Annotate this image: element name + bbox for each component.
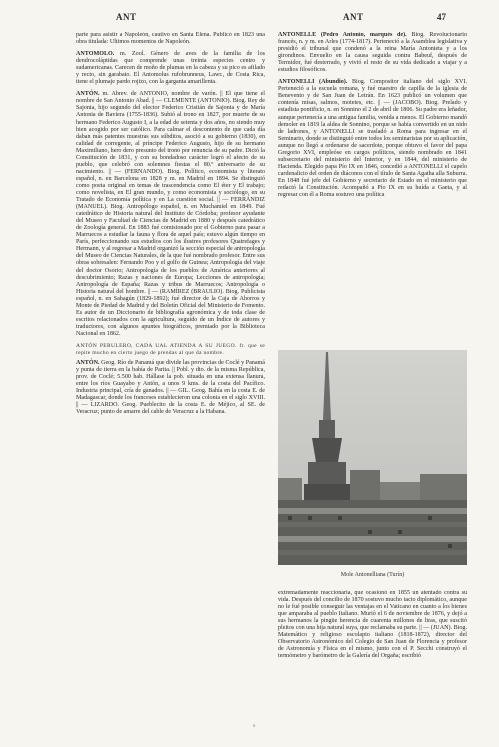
figure-caption: Mole Antonelliana (Turín) [340,572,405,578]
left-column [76,32,265,712]
entry-antomolo [76,51,265,86]
entry-anton [76,91,265,338]
entry-text: extremadamente reaccionaria, que ocasionó en 1855 un atentado contra su vida. Después del concilio de 1870 sostuvo mucho tacto diplomático, aunque no le fué posible conseguir las ventajas en el Vaticano en cuanto a los bienes que amparaba al pueblo Italiano. Murió el 6 de noviembre de 1876, y dejó a sus hermanos la pingüe herencia de cuarenta millones de liras, que suscitó pleitos con una hija natural suya, que reclamaba su parte. || — (JUAN). Biog. Matemático y religioso escolapio italiano (1818-1872), director del Observatorio Astronómico del Colegio de San Juan de Florencia y profesor de Astronomía y Física en el mismo, junto con el P. Secchi construyó el termómetro y barómetro de la Galería del Orgaña; escribió [278,590,467,660]
photo-mole-antonelliana [278,350,467,565]
entry-headword: ANTONELLE (Pedro Antonio, marqués de). [278,32,407,38]
right-column-top [278,32,467,352]
entry-text: Geog. Río de Panamá que divide las provincias de Coclé y Panamá y punta de tierra en la bahía de Parita. || Pobl. y dto. de la misma República, prov. de Coclé; 5.500 hab. Hállase la pob. situada en una extensa llanura, entre los ríos Guayabo y Antón, a unos 9 kms. de la costa del Pacífico. Industria principal, cría de ganados. || — GIL. Geog. Bahía en la costa E. de Madagascar, donde los franceses establecieron una colonia en el siglo XVIII. || — LIZARDO. Geog. Pueblecito de la costa E. de Méjico, al SE. de Veracruz; punto de amarre del cable de Veracruz a la Habana. [76,360,265,416]
entry-antonelli [278,79,467,199]
entry-text: ANTÓN PERULERO, CADA UAL ATIENDA A SU JUEGO. fr. que se repite mucho en cierto juego de prendas al que da nombre. [76,342,265,357]
entry-headword: ANTONELLI (Abundio). [278,79,348,86]
entry-anton-perulero [76,343,265,357]
entry-text: m. Zool. Género de aves de la familia de los dendrocoláptidas que comprende unas treinta especies centro y sudamericanas. Carecen de moño de plumas en la cabeza y su pico es afilado y recto, sin garabato. El Antomolus rufobrunneus, Lawr., de Costa Rica, tiene el plumaje pardo rojizo, con la garganta amarillenta. [76,51,265,86]
entry-headword: ANTÓN. [76,91,100,98]
entry-headword: ANTÓN. [76,360,100,367]
right-column-bottom [278,590,467,712]
running-head-left: ANT [116,12,137,22]
page-number: 47 [437,12,446,22]
entry-text: m. Abrev. de ANTONIO, nombre de varón. || El que tiene el nombre de San Antonio Abad. || — CLEMENTE (ANTONIO). Biog. Rey de Sajonia, hijo segundo del elector Federico Cristián de Sajonia y de María Antonia de Baviera (1755-1836). Subió al trono en 1827, por muerte de su hermano Federico Augusto I, a la edad de setenta y dos años, no siendo muy bien acogido por ser católico. Para calmar el descontento de que cada día daban más patentes muestras sus súbditos, asoció a su gobierno (1830), en calidad de corregente, al príncipe Federico Augusto, hijo de su hermano Maximiliano, hero dero presunto del trono por renuncia de su padre. Dictó la Constitución de 1831, y con su bondadoso carácter logró el afecto de su pueblo, que celebró con solemnes fiestas el 80.º aniversario de su nacimiento. || — (FERNANDO). Biog. Político, economista y literato español, n. en Barcelona en 1828 y m. en Madrid en 1894. Se distinguió como poeta original en temas de trascendencia como El éter y El trabajo; como novelista, en El gran mundo, y como economista y sociólogo, en su Tratado de Economía política y en La cuestión social. || — FERRÁNDIZ (MANUEL). Biog. Antropólogo español, n. en Muchamiel en 1849. Fué catedrático de Historia natural del Instituto de Córdoba; profesor ayudante del Museo y Facultad de Ciencias de Madrid en 1880 y después catedrático de Zoología general. En 1883 fué comisionado por el Gobierno para pasar a Marruecos a estudiar la fauna y flora de aquel país; estuvo algún tiempo en París, perfeccionando sus estudios con los ilustres profesores Quatrefages y Hermann, y al regresar a Madrid organizó la sección especial de antropología del Museo de Ciencias Naturales, de la que fué nombrado profesor. Entre sus obras sobresalen: Fernando Poo y el golfo de Guinea; Antropología del viaje del doctor Osorio; Antropología de los pueblos de América anteriores al descubrimiento; Razas y naciones de Europa; Lecciones de antropología; Antropología de España; Razas y tribus de Marruecos; Antropología o Historia natural del hombre. || — (RAMÍREZ (BRAULIO). Biog. Publicista español, n. en Sahagún (1829-1892); fué director de la Caja de Ahorros y Monte de Piedad de Madrid y del Boletín Oficial del Ministerio de Fomento. Es autor de un Diccionario de bibliografía agronómica y de toda clase de escritos relacionados con la agricultura, seguido de un Índice de autores y traductores, con algunos apuntes biográficos, premiado por la Biblioteca Nacional en 1862. [76,91,265,337]
footer-mark: ᵒ [253,722,256,731]
entry-headword: ANTOMOLO. [76,51,115,58]
entry-text: Biog. Compositor italiano del siglo XVI. Perteneció a la escuela romana, y fué maestro de capilla de la iglesia de Benevento y de San Juan de Letrán. En 1623 publicó un volumen que contenía misas, salmos, motetes, etc. || — (JACOBO). Biog. Prelado y estadista pontificio, n. en Sonnino el 2 de abril de 1806. Su padre era leñador, aunque pertenecía a una antigua familia, venida a menos. El Gobierno mandó demoler en 1819 la aldea de Sonnino, porque se había convertido en un nido de ladrones, y ANTONELLI se trasladó a Roma para ingresar en el Seminario, donde se distinguió entre todos los seminaristas por su aplicación, aunque no llegó a ordenarse de sacerdote, porque obtuvo el favor del papa Gregorio XVI, empleóse en cargos políticos, siendo nombrado en 1841 subsecretario del ministerio del Interior, y en 1844, del ministerio de Hacienda. Elegido papa Pío IX en 1846, concedió a ANTONELLI el capelo cardenalicio del orden de diáconos con el título de Santa Agatha alla Suburra. En 1848 fué jefe del Gobierno y secretario de Estado en el ministerio que redactó la Constitución. Acompañó a Pío IX en su huída a Gaeta, y al regresar con él a Roma sostuvo una política [278,79,467,199]
entry-antonelle [278,32,467,74]
page-header [0,0,499,34]
city-photograph [278,350,467,565]
entry-antonelli-continued [278,590,467,660]
entry-continuation [76,32,265,46]
running-head-right: ANT [343,12,364,22]
entry-anton-geog [76,360,265,416]
entry-text: Biog. Revolucionario francés, n. y m. en Arles (1774-1817). Perteneció a la Asamblea legislativa y presidió el tribunal que condenó a la reina María Antonieta y a los girondinos. Envuelto en la causa seguida contra Babeuf, después de Termidor, fué desterrado, y vivió el resto de su vida dedicado a viajar y a estudios filosóficos. [278,32,467,74]
entry-text: parte para asistir a Napoleón, cautivo en Santa Elena. Publicó en 1823 una obra titulada: Ultimos momentos de Napoleón. [76,32,265,46]
